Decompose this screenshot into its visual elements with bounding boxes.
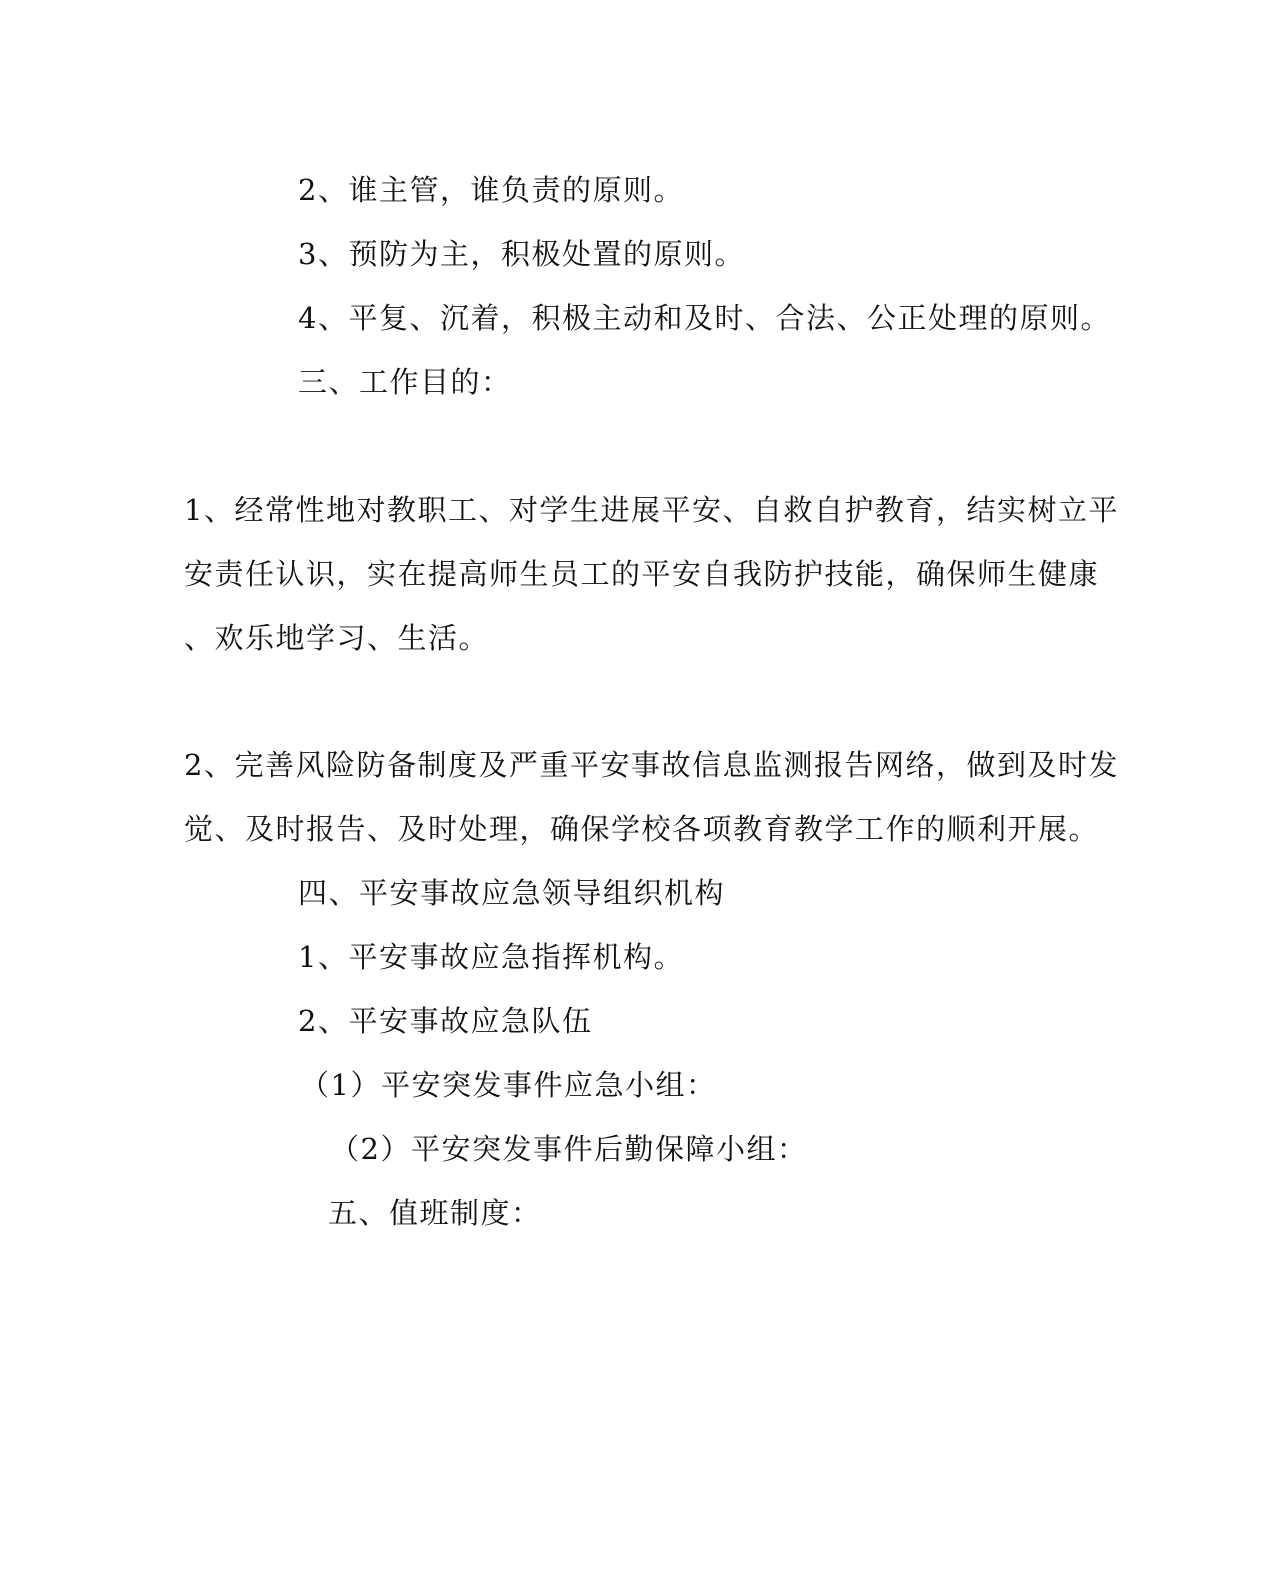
goal-1-line-1: 1、经常性地对教职工、对学生进展平安、自救自护教育，结实树立平 <box>184 493 1119 527</box>
goal-2-line-2: 觉、及时报告、及时处理，确保学校各项教育教学工作的顺利开展。 <box>184 812 1100 846</box>
goal-1-line-3: 、欢乐地学习、生活。 <box>184 621 490 655</box>
org-item-1: 1、平安事故应急指挥机构。 <box>298 940 684 974</box>
org-subitem-2: （2）平安突发事件后勤保障小组： <box>330 1132 808 1166</box>
org-subitem-1: （1）平安突发事件应急小组： <box>300 1068 717 1102</box>
section-heading-3: 三、工作目的： <box>298 365 512 399</box>
principle-3: 3、预防为主，积极处置的原则。 <box>298 237 745 271</box>
org-item-2: 2、平安事故应急队伍 <box>298 1004 593 1038</box>
goal-1-line-2: 安责任认识，实在提高师生员工的平安自我防护技能，确保师生健康 <box>184 557 1100 591</box>
goal-2-line-1: 2、完善风险防备制度及严重平安事故信息监测报告网络，做到及时发 <box>184 748 1119 782</box>
principle-4: 4、平复、沉着，积极主动和及时、合法、公正处理的原则。 <box>298 301 1111 335</box>
section-heading-5: 五、值班制度： <box>328 1196 542 1230</box>
principle-2: 2、谁主管，谁负责的原则。 <box>298 173 684 207</box>
section-heading-4: 四、平安事故应急领导组织机构 <box>298 876 726 910</box>
